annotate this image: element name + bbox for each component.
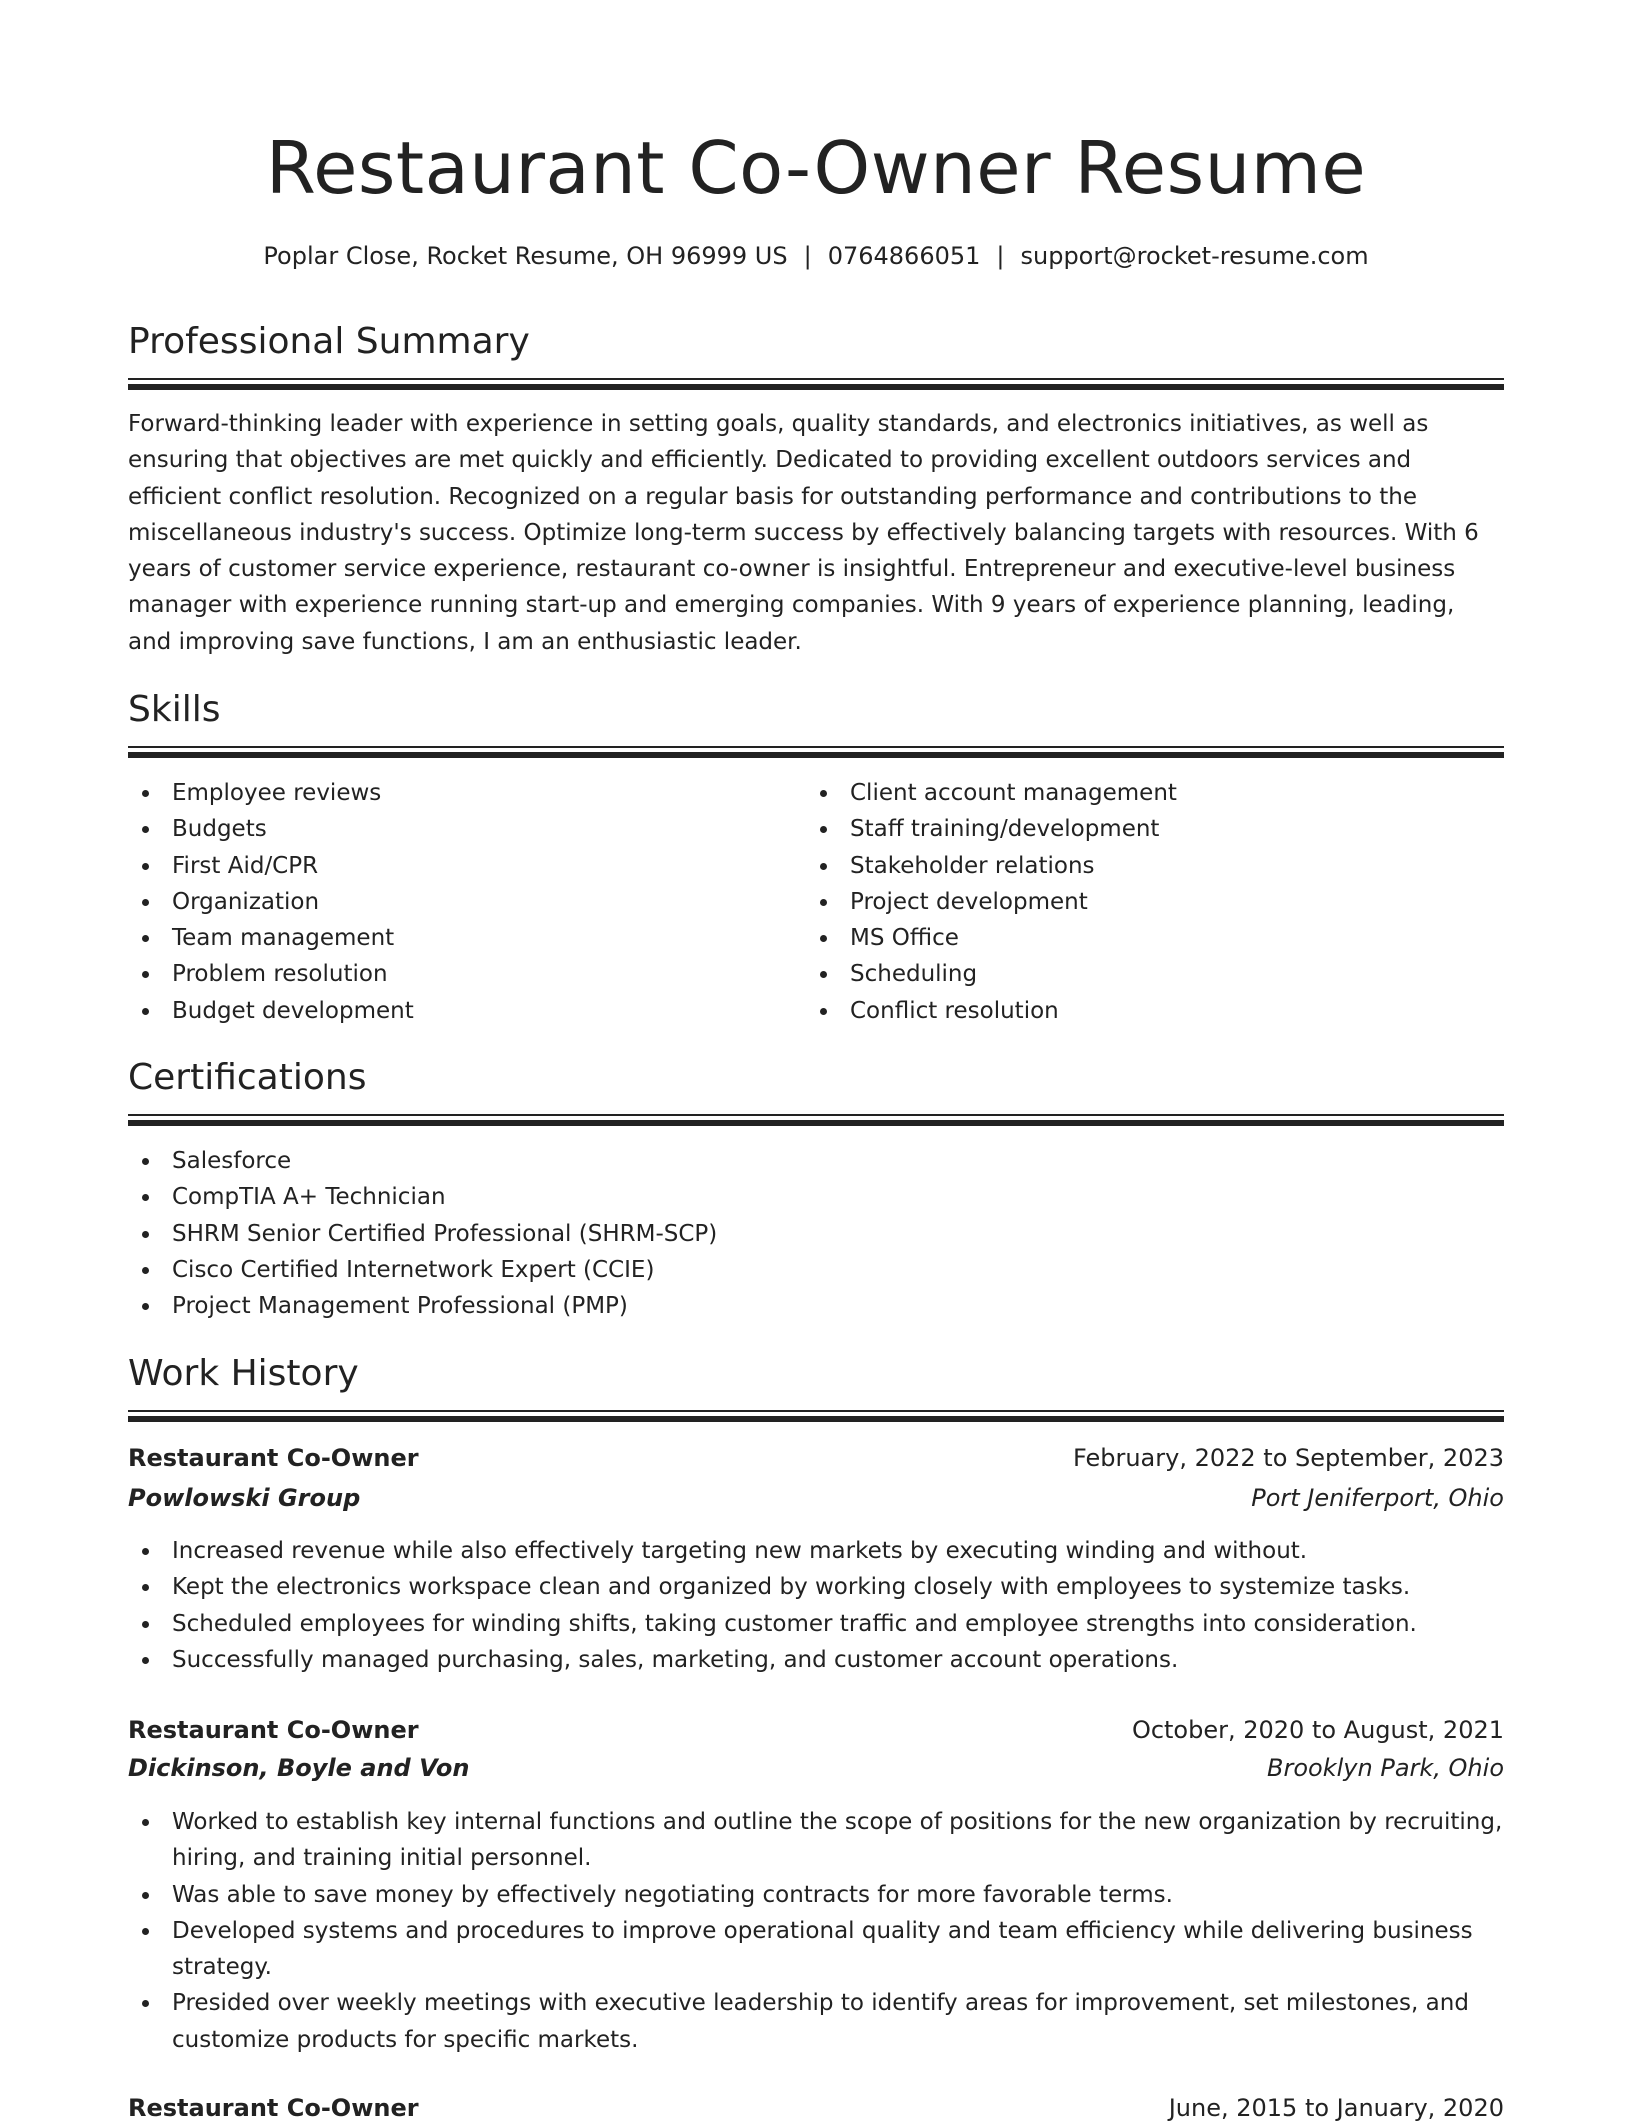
job-title: Restaurant Co-Owner xyxy=(128,2094,419,2122)
job-dates: October, 2020 to August, 2021 xyxy=(1131,1716,1504,1744)
certifications-heading: Certifications xyxy=(128,1057,367,1098)
summary-divider xyxy=(128,378,1504,390)
skill-item: Problem resolution xyxy=(128,956,788,992)
contact-phone: 0764866051 xyxy=(827,242,981,270)
skills-list-left xyxy=(128,775,788,1029)
certifications-divider xyxy=(128,1114,1504,1126)
job-dates: June, 2015 to January, 2020 xyxy=(1168,2094,1504,2122)
job-title: Restaurant Co-Owner xyxy=(128,1444,419,1472)
job-title: Restaurant Co-Owner xyxy=(128,1716,419,1744)
certification-item: Salesforce xyxy=(128,1143,1504,1179)
work-divider xyxy=(128,1410,1504,1422)
job-location: Port Jeniferport, Ohio xyxy=(1251,1484,1504,1512)
skill-item: Client account management xyxy=(806,775,1504,811)
skill-item: Project development xyxy=(806,884,1504,920)
job-bullet: Worked to establish key internal functions and outline the scope of positions for the new organization by recruiting, hiring, and training initial personnel. xyxy=(128,1804,1504,1877)
certification-item: Project Management Professional (PMP) xyxy=(128,1288,1504,1324)
skill-item: First Aid/CPR xyxy=(128,848,788,884)
job-location: Brooklyn Park, Ohio xyxy=(1267,1754,1504,1782)
certification-item: SHRM Senior Certified Professional (SHRM-SCP) xyxy=(128,1216,1504,1252)
job-company: Powlowski Group xyxy=(128,1484,361,1512)
skill-item: Conflict resolution xyxy=(806,993,1504,1029)
contact-email: support@rocket-resume.com xyxy=(1020,242,1369,270)
certification-item: CompTIA A+ Technician xyxy=(128,1179,1504,1215)
contact-address: Poplar Close, Rocket Resume, OH 96999 US xyxy=(263,242,788,270)
skill-item: Budgets xyxy=(128,811,788,847)
skills-heading: Skills xyxy=(128,689,221,730)
job-bullets xyxy=(128,1804,1504,2058)
job-bullet: Presided over weekly meetings with executive leadership to identify areas for improvement, set milestones, and customize products for specific markets. xyxy=(128,1985,1504,2058)
skill-item: Scheduling xyxy=(806,956,1504,992)
skill-item: Employee reviews xyxy=(128,775,788,811)
job-bullet: Successfully managed purchasing, sales, marketing, and customer account operations. xyxy=(128,1642,1504,1678)
contact-separator: | xyxy=(996,242,1005,270)
job-bullet: Developed systems and procedures to improve operational quality and team efficiency while delivering business strategy. xyxy=(128,1913,1504,1986)
contact-separator: | xyxy=(803,242,812,270)
skill-item: Stakeholder relations xyxy=(806,848,1504,884)
summary-heading: Professional Summary xyxy=(128,321,530,362)
resume-title: Restaurant Co-Owner Resume xyxy=(265,126,1367,210)
job-company: Dickinson, Boyle and Von xyxy=(128,1754,470,1782)
skill-item: Staff training/development xyxy=(806,811,1504,847)
skills-divider xyxy=(128,746,1504,758)
certifications-list xyxy=(128,1143,1504,1324)
certification-item: Cisco Certified Internetwork Expert (CCIE) xyxy=(128,1252,1504,1288)
skill-item: Organization xyxy=(128,884,788,920)
job-dates: February, 2022 to September, 2023 xyxy=(1072,1444,1504,1472)
job-bullet: Scheduled employees for winding shifts, taking customer traffic and employee strengths into consideration. xyxy=(128,1606,1504,1642)
contact-line xyxy=(128,238,1504,274)
work-heading: Work History xyxy=(128,1353,359,1394)
job-bullet: Increased revenue while also effectively targeting new markets by executing winding and without. xyxy=(128,1533,1504,1569)
job-bullet: Kept the electronics workspace clean and organized by working closely with employees to systemize tasks. xyxy=(128,1569,1504,1605)
skill-item: Budget development xyxy=(128,993,788,1029)
summary-text: Forward-thinking leader with experience in setting goals, quality standards, and electronics initiatives, as well as ensuring that objectives are met quickly and efficiently. Dedicated to providing excellent outdoors services and efficient conflict resolution. Recognized on a regular basis for outstanding performance and contributions to the miscellaneous industry's success. Optimize long-term success by effectively balancing targets with resources. With 6 years of customer service experience, restaurant co-owner is insightful. Entrepreneur and executive-level business manager with experience running start-up and emerging companies. With 9 years of experience planning, leading, and improving save functions, I am an enthusiastic leader. xyxy=(128,411,1479,655)
skill-item: Team management xyxy=(128,920,788,956)
skills-list-right xyxy=(806,775,1504,1029)
skill-item: MS Office xyxy=(806,920,1504,956)
job-bullets xyxy=(128,1533,1504,1678)
job-bullet: Was able to save money by effectively negotiating contracts for more favorable terms. xyxy=(128,1877,1504,1913)
